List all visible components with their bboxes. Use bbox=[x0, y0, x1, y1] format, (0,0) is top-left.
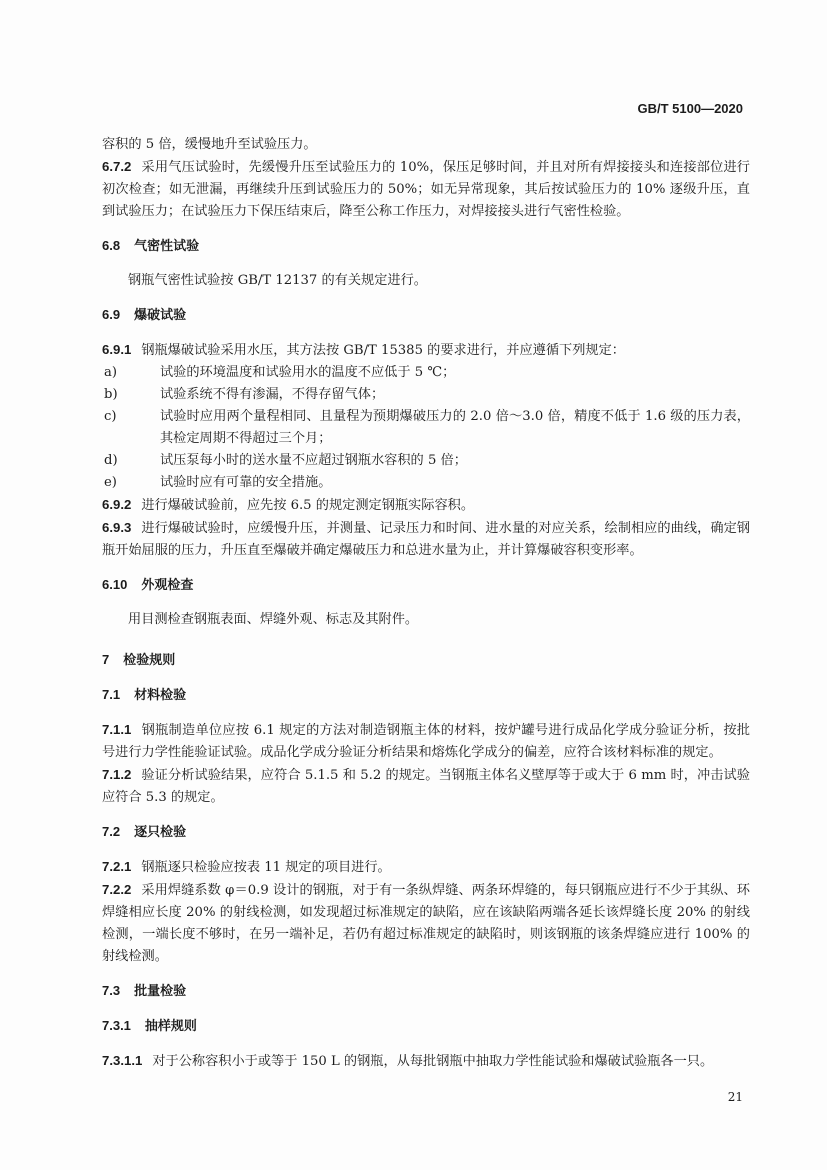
clause-6-9-2: 6.9.2 进行爆破试验前，应先按 6.5 的规定测定钢瓶实际容积。 bbox=[102, 497, 475, 513]
clause-7-3-1-1: 7.3.1.1 对于公称容积小于或等于 150 L 的钢瓶，从每批钢瓶中抽取力学性能试验和爆破试验瓶各一只。 bbox=[102, 1053, 714, 1069]
clause-number: 6.7.2 bbox=[102, 159, 132, 174]
page-content bbox=[102, 134, 750, 1073]
clause-7-1-1: 7.1.1 钢瓶制造单位应按 6.1 规定的方法对制造钢瓶主体的材料，按炉罐号进行成品化学成分验证分析，按批号进行力学性能验证试验。成品化学成分验证分析结果和熔炼化学成分的偏差，应符合该材料标准的规定。 bbox=[102, 722, 750, 760]
clause-7-1-2: 7.1.2 验证分析试验结果，应符合 5.1.5 和 5.2 的规定。当钢瓶主体名义壁厚等于或大于 6 mm 时，冲击试验应符合 5.3 的规定。 bbox=[102, 767, 750, 805]
continuation-paragraph: 容积的 5 倍，缓慢地升至试验压力。 bbox=[102, 137, 317, 152]
heading-6-8: 6.8 气密性试验 bbox=[102, 238, 200, 254]
heading-6-9: 6.9 爆破试验 bbox=[102, 307, 187, 323]
page-number: 21 bbox=[727, 1090, 743, 1104]
heading-7-3-1: 7.3.1 抽样规则 bbox=[102, 1018, 197, 1034]
standard-number: GB/T 5100—2020 bbox=[637, 101, 743, 116]
list-item-a: a) 试验的环境温度和试验用水的温度不应低于 5 ℃； bbox=[104, 365, 456, 380]
heading-7: 7 检验规则 bbox=[102, 652, 176, 668]
heading-6-10: 6.10 外观检查 bbox=[102, 577, 194, 593]
paragraph-6-8: 钢瓶气密性试验按 GB/T 12137 的有关规定进行。 bbox=[128, 273, 427, 288]
heading-7-3: 7.3 批量检验 bbox=[102, 983, 187, 999]
list-item-c: c) 试验时应用两个量程相同、且量程为预期爆破压力的 2.0 倍～3.0 倍，精度不低于 1.6 级的压力表，其检定周期不得超过三个月； bbox=[104, 409, 750, 446]
list-item-e: e) 试验时应有可靠的安全措施。 bbox=[104, 475, 332, 490]
clause-7-2-2: 7.2.2 采用焊缝系数 φ＝0.9 设计的钢瓶，对于有一条纵焊缝、两条环焊缝的，每只钢瓶应进行不少于其纵、环焊缝相应长度 20% 的射线检测，如发现超过标准规定的缺陷，应在该缺陷两端各延长该焊缝长度 20% 的射线检测，一端长度不够时，在另一端补足，若仍有超过标准规定的缺陷时，则该钢瓶的该条焊缝应进行 100% 的射线检测。 bbox=[102, 882, 750, 964]
list-item-b: b) 试验系统不得有渗漏，不得存留气体； bbox=[104, 387, 385, 402]
clause-7-2-1: 7.2.1 钢瓶逐只检验应按表 11 规定的项目进行。 bbox=[102, 859, 391, 875]
clause-6-9-3: 6.9.3 进行爆破试验时，应缓慢升压，并测量、记录压力和时间、进水量的对应关系，绘制相应的曲线，确定钢瓶开始屈服的压力，升压直至爆破并确定爆破压力和总进水量为止，并计算爆破容积变形率。 bbox=[102, 520, 750, 558]
list-item-d: d) 试压泵每小时的送水量不应超过钢瓶水容积的 5 倍； bbox=[104, 453, 467, 468]
clause-6-7-2: 6.7.2 采用气压试验时，先缓慢升压至试验压力的 10%，保压足够时间，并且对所有焊接接头和连接部位进行初次检查；如无泄漏，再继续升压到试验压力的 50%；如无异常现象，其后按试验压力的 10% 逐级升压，直到试验压力；在试验压力下保压结束后，降至公称工作压力，对焊接接头进行气密性检验。 bbox=[102, 159, 750, 219]
heading-7-2: 7.2 逐只检验 bbox=[102, 824, 187, 840]
clause-6-9-1: 6.9.1 钢瓶爆破试验采用水压，其方法按 GB/T 15385 的要求进行，并应遵循下列规定： bbox=[102, 342, 625, 358]
heading-7-1: 7.1 材料检验 bbox=[102, 687, 187, 703]
paragraph-6-10: 用目测检查钢瓶表面、焊缝外观、标志及其附件。 bbox=[128, 612, 419, 627]
